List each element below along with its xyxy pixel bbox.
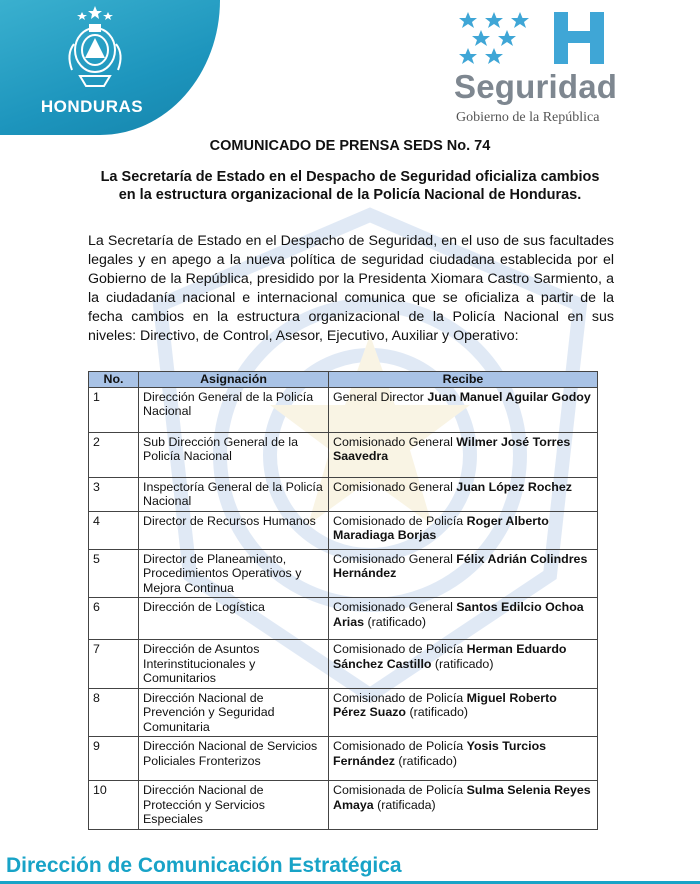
recipient-note: (ratificada) — [377, 797, 436, 812]
row-number: 2 — [89, 432, 139, 477]
body-paragraph: La Secretaría de Estado en el Despacho de Seguridad, en el uso de sus facultades legales y en apego a la nueva política de seguridad ciudadana establecida por el Gobierno de la República, presidido por la Presidenta Xiomara Castro Sarmiento, a la ciudadanía nacional e internacional comunica que se oficializa a partir de la fecha cambios en la estructura organizacional de la Policía Nacional en sus niveles: Directivo, de Control, Asesor, Ejecutivo, Auxiliar y Operativo: — [88, 233, 614, 344]
seguridad-wordmark: Seguridad — [454, 68, 618, 105]
recipient-name: Juan Manuel Aguilar Godoy — [427, 389, 591, 404]
recipient-rank: General Director — [333, 389, 424, 404]
row-number: 8 — [89, 688, 139, 737]
recipient-name: Santos Edilcio Ochoa Arias — [333, 600, 584, 629]
row-recipient — [329, 511, 598, 549]
row-number: 4 — [89, 511, 139, 549]
recipient-name: Miguel Roberto Pérez Suazo — [333, 690, 557, 719]
table-row — [89, 511, 598, 549]
row-assignment: Inspectoría General de la Policía Nacional — [139, 477, 329, 511]
table-row — [89, 640, 598, 689]
table-row — [89, 477, 598, 511]
row-assignment: Dirección Nacional de Prevención y Seguridad Comunitaria — [139, 688, 329, 737]
row-assignment: Dirección Nacional de Servicios Policiales Fronterizos — [139, 737, 329, 781]
header-recibe: Recibe — [329, 372, 598, 388]
table-row — [89, 598, 598, 640]
row-number: 6 — [89, 598, 139, 640]
row-number: 7 — [89, 640, 139, 689]
recipient-note: (ratificado) — [398, 753, 457, 768]
recipient-name: Wilmer José Torres Saavedra — [333, 434, 571, 463]
footer-title: Dirección de Comunicación Estratégica — [6, 854, 402, 877]
recipient-note: (ratificado) — [434, 656, 494, 671]
honduras-header-block — [0, 0, 220, 135]
row-recipient — [329, 432, 598, 477]
recipient-rank: Comisionado General — [333, 479, 453, 494]
recipient-name: Félix Adrián Colindres Hernández — [333, 551, 588, 580]
recipient-rank: Comisionado General — [333, 434, 453, 449]
table-row — [89, 549, 598, 598]
recipient-rank: Comisionado de Policía — [333, 739, 464, 753]
recipient-name: Roger Alberto Maradiaga Borjas — [333, 513, 549, 542]
assignments-table — [88, 371, 598, 830]
header-asignacion: Asignación — [139, 372, 329, 388]
row-recipient — [329, 549, 598, 598]
table-row — [89, 688, 598, 737]
recipient-note: (ratificado) — [367, 614, 426, 629]
row-recipient — [329, 477, 598, 511]
recipient-name: Sulma Selenia Reyes Amaya — [333, 783, 591, 812]
row-recipient — [329, 640, 598, 689]
row-assignment: Dirección General de la Policía Nacional — [139, 387, 329, 432]
letter-h-icon — [550, 8, 610, 68]
honduras-label: HONDURAS — [40, 97, 144, 116]
row-recipient — [329, 387, 598, 432]
table-body — [89, 387, 598, 829]
recipient-rank: Comisionado de Policía — [333, 690, 464, 705]
row-recipient — [329, 598, 598, 640]
honduras-coat-of-arms-icon — [60, 4, 130, 94]
recipient-name: Herman Eduardo Sánchez Castillo — [333, 642, 567, 671]
row-assignment: Dirección de Asuntos Interinstitucionales y Comunitarios — [139, 640, 329, 689]
row-number: 10 — [89, 781, 139, 830]
row-assignment: Director de Planeamiento, Procedimientos Operativos y Mejora Continua — [139, 549, 329, 598]
row-assignment: Dirección de Logística — [139, 598, 329, 640]
headline: La Secretaría de Estado en el Despacho de Seguridad oficializa cambios en la estructura organizacional de la Policía Nacional de Honduras. — [100, 169, 600, 203]
row-assignment: Dirección Nacional de Protección y Servicios Especiales — [139, 781, 329, 830]
header-no: No. — [89, 372, 139, 388]
gobierno-subtitle: Gobierno de la República — [456, 110, 600, 125]
table-row — [89, 432, 598, 477]
recipient-rank: Comisionada de Policía — [333, 783, 464, 797]
row-assignment: Sub Dirección General de la Policía Nacional — [139, 432, 329, 477]
recipient-rank: Comisionado General — [333, 551, 453, 566]
press-release-number: COMUNICADO DE PRENSA SEDS No. 74 — [209, 138, 491, 154]
table-header-row — [89, 372, 598, 388]
row-recipient — [329, 737, 598, 781]
table-row — [89, 387, 598, 432]
row-number: 5 — [89, 549, 139, 598]
seguridad-logo — [452, 6, 692, 131]
row-recipient — [329, 781, 598, 830]
table-row — [89, 781, 598, 830]
row-recipient — [329, 688, 598, 737]
row-number: 9 — [89, 737, 139, 781]
row-number: 3 — [89, 477, 139, 511]
row-assignment: Director de Recursos Humanos — [139, 511, 329, 549]
recipient-name: Juan López Rochez — [456, 479, 572, 494]
recipient-name: Yosis Turcios Fernández — [333, 739, 547, 768]
stars-icon — [456, 10, 546, 68]
row-number: 1 — [89, 387, 139, 432]
recipient-rank: Comisionado de Policía — [333, 642, 464, 656]
recipient-note: (ratificado) — [409, 705, 468, 719]
recipient-rank: Comisionado de Policía — [333, 513, 464, 528]
table-row — [89, 737, 598, 781]
recipient-rank: Comisionado General — [333, 600, 453, 614]
